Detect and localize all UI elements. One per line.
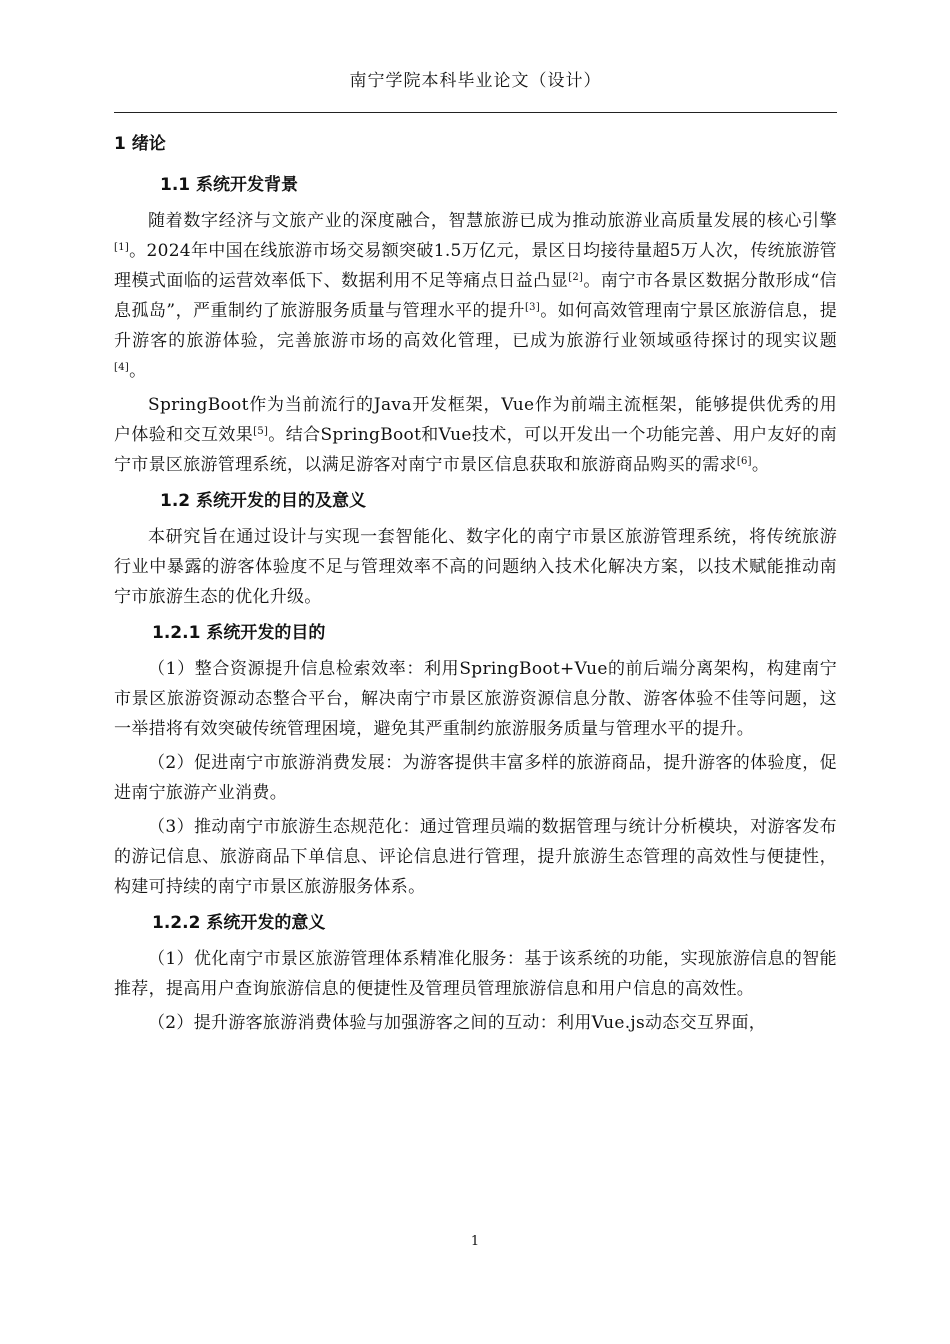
citation-ref: [4] [114,362,130,373]
paragraph-purpose-intro: 本研究旨在通过设计与实现一套智能化、数字化的南宁市景区旅游管理系统，将传统旅游行业中暴露的游客体验度不足与管理效率不高的问题纳入技术化解决方案，以技术赋能推动南宁市旅游生态的优化升级。 [114,527,837,607]
list-item-purpose-1: （1）整合资源提升信息检索效率：利用SpringBoot+Vue的前后端分离架构，构建南宁市景区旅游资源动态整合平台，解决南宁市景区旅游资源信息分散、游客体验不佳等问题，这一举措将有效突破传统管理困境，避免其严重制约旅游服务质量与管理水平的提升。 [114,659,837,739]
section-heading-1-2-2: 1.2.2 系统开发的意义 [152,913,326,933]
citation-ref: [3] [524,302,541,313]
section-heading-1-2-1: 1.2.1 系统开发的目的 [152,623,326,643]
section-heading-1-2: 1.2 系统开发的目的及意义 [160,491,367,511]
page-body [114,124,837,1038]
paragraph-background-2: SpringBoot作为当前流行的Java开发框架，Vue作为前端主流框架，能够提供优秀的用户体验和交互效果[5]。结合SpringBoot和Vue技术，可以开发出一个功能完善、用户友好的南宁市景区旅游管理系统，以满足游客对南宁市景区信息获取和旅游商品购买的需求[6]。 [114,395,837,475]
chapter-heading: 1 绪论 [114,134,166,154]
list-item-purpose-3: （3）推动南宁市旅游生态规范化：通过管理员端的数据管理与统计分析模块，对游客发布的游记信息、旅游商品下单信息、评论信息进行管理，提升旅游生态管理的高效性与便捷性，构建可持续的南宁市景区旅游服务体系。 [114,817,837,897]
citation-ref: [6] [736,456,752,467]
paragraph-background-1: 随着数字经济与文旅产业的深度融合，智慧旅游已成为推动旅游业高质量发展的核心引擎[1]。2024年中国在线旅游市场交易额突破1.5万亿元，景区日均接待量超5万人次，传统旅游管理模式面临的运营效率低下、数据利用不足等痛点日益凸显[2]。南宁市各景区数据分散形成“信息孤岛”，严重制约了旅游服务质量与管理水平的提升[3]。如何高效管理南宁景区旅游信息，提升游客的旅游体验，完善旅游市场的高效化管理，已成为旅游行业领域亟待探讨的现实议题[4]。 [114,211,838,381]
section-heading-1-1: 1.1 系统开发背景 [160,175,299,195]
citation-ref: [1] [114,242,130,253]
citation-ref: [2] [568,272,584,283]
citation-ref: [5] [253,426,269,437]
list-item-significance-1: （1）优化南宁市景区旅游管理体系精准化服务：基于该系统的功能，实现旅游信息的智能推荐，提高用户查询旅游信息的便捷性及管理员管理旅游信息和用户信息的高效性。 [114,949,837,999]
list-item-significance-2: （2）提升游客旅游消费体验与加强游客之间的互动：利用Vue.js动态交互界面， [148,1013,767,1033]
page-number: 1 [470,1234,480,1249]
page-header-title: 南宁学院本科毕业论文（设计） [349,71,602,91]
list-item-purpose-2: （2）促进南宁市旅游消费发展：为游客提供丰富多样的旅游商品，提升游客的体验度，促进南宁旅游产业消费。 [114,753,837,803]
header-rule [114,112,837,113]
